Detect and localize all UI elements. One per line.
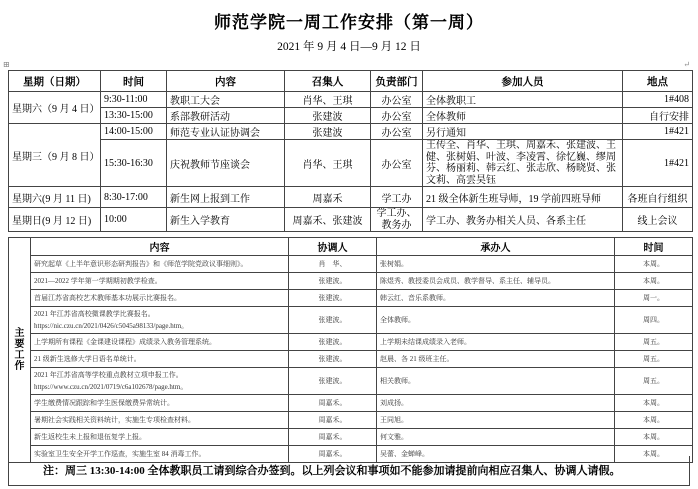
task-link[interactable]: https://nic.czu.cn/2021/0426/c5045a98133/page.htm。 [34, 322, 189, 330]
table-row [9, 273, 693, 290]
task-content [31, 307, 289, 334]
task-coordinator: 周嘉禾。 [289, 429, 377, 446]
task-content: 学生缴费情况跟踪和学生医保缴费异常统计。 [31, 395, 289, 412]
task-content: 暑期社会实践相关资料统计，实施生专项检查材料。 [31, 412, 289, 429]
task-coordinator: 张建波。 [289, 273, 377, 290]
task-handler: 吴蕾、金蝉峰。 [377, 446, 615, 463]
task-coordinator: 张建波。 [289, 368, 377, 395]
table-row [9, 334, 693, 351]
table-row [9, 307, 693, 334]
tasks-side-label: 主要工作 [9, 238, 31, 463]
task-time: 本周。 [615, 412, 693, 429]
dept-cell: 办公室 [371, 108, 423, 124]
table-row [9, 208, 693, 232]
content-cell: 新生网上报到工作 [167, 187, 285, 208]
day-cell: 星期日(9 月 12 日) [9, 208, 101, 232]
task-content [31, 368, 289, 395]
table-row [9, 108, 693, 124]
col-attendees: 参加人员 [423, 71, 623, 92]
convener-cell: 张建波 [285, 124, 371, 140]
table-row [9, 92, 693, 108]
time-cell: 15:30-16:30 [101, 140, 167, 187]
task-time: 周四。 [615, 307, 693, 334]
table-row [9, 256, 693, 273]
schedule-table [8, 70, 693, 232]
tasks-table [8, 237, 693, 463]
task-handler: 韩云红、音乐系教师。 [377, 290, 615, 307]
footer-note: 注：周三 13:30-14:00 全体教职员工请到综合办签到。以上列会议和事项如不能参加请提前向相应召集人、协调人请假。 [8, 456, 690, 486]
table-row [9, 412, 693, 429]
col-coordinator: 协调人 [289, 238, 377, 256]
task-time: 周一。 [615, 290, 693, 307]
col-convener: 召集人 [285, 71, 371, 92]
table-row [9, 124, 693, 140]
place-cell: 各班自行组织 [623, 187, 693, 208]
task-handler: 上学期未结课成绩录入老师。 [377, 334, 615, 351]
task-content: 实验室卫生安全开学工作巡查，实施生室 84 消毒工作。 [31, 446, 289, 463]
task-content: 首届江苏省高校艺术教师基本功展示比赛报名。 [31, 290, 289, 307]
attendees-cell: 21 级全体新生班导师，19 学前四班导师 [423, 187, 623, 208]
task-time: 本周。 [615, 256, 693, 273]
place-cell: 线上会议 [623, 208, 693, 232]
task-handler: 张树娟。 [377, 256, 615, 273]
task-content: 2021—2022 学年第一学期期初教学检查。 [31, 273, 289, 290]
dept-cell: 学工办 [371, 187, 423, 208]
content-cell: 庆祝教师节座谈会 [167, 140, 285, 187]
col-content: 内容 [167, 71, 285, 92]
dept-cell: 办公室 [371, 124, 423, 140]
task-coordinator: 肖 华、 [289, 256, 377, 273]
task-link[interactable]: https://www.czu.cn/2021/0719/c6a102678/page.htm。 [34, 383, 188, 391]
paragraph-mark-icon: ↵ [683, 60, 690, 69]
content-cell: 系部教研活动 [167, 108, 285, 124]
task-handler: 赵晨、各 21 级班主任。 [377, 351, 615, 368]
task-time: 周五。 [615, 351, 693, 368]
col-dept: 负责部门 [371, 71, 423, 92]
attendees-cell: 全体教职工 [423, 92, 623, 108]
col-time: 时间 [101, 71, 167, 92]
table-row [9, 395, 693, 412]
task-content: 新生返校生未上报和退伍复学上报。 [31, 429, 289, 446]
task-content-line: 2021 年江苏省高校微课教学比赛报名。 [34, 310, 155, 318]
day-cell: 星期六(9 月 11 日) [9, 187, 101, 208]
task-coordinator: 张建波。 [289, 334, 377, 351]
convener-cell: 肖华、王琪 [285, 92, 371, 108]
task-handler: 刘成扬。 [377, 395, 615, 412]
page-title: 师范学院一周工作安排（第一周） [214, 13, 484, 32]
task-content-line: 2021 年江苏省高等学校重点教材立项申报工作。 [34, 371, 183, 379]
table-row [9, 429, 693, 446]
task-time: 周五。 [615, 334, 693, 351]
content-cell: 师范专业认证协调会 [167, 124, 285, 140]
place-cell: 自行安排 [623, 108, 693, 124]
task-time: 周五。 [615, 368, 693, 395]
col-handler: 承办人 [377, 238, 615, 256]
time-cell: 9:30-11:00 [101, 92, 167, 108]
table-row [9, 140, 693, 187]
col-task-time: 时间 [615, 238, 693, 256]
task-coordinator: 张建波。 [289, 307, 377, 334]
table-row [9, 290, 693, 307]
place-cell: 1#408 [623, 92, 693, 108]
attendees-cell: 另行通知 [423, 124, 623, 140]
task-handler: 王同旭。 [377, 412, 615, 429]
task-coordinator: 张建波。 [289, 290, 377, 307]
task-handler: 相关教师。 [377, 368, 615, 395]
time-cell: 14:00-15:00 [101, 124, 167, 140]
task-content: 研究起草《上半年意识形态研判报告》和《师范学院党政议事细则》。 [31, 256, 289, 273]
content-cell: 教职工大会 [167, 92, 285, 108]
col-day: 星期（日期） [9, 71, 101, 92]
time-cell: 8:30-17:00 [101, 187, 167, 208]
col-task-content: 内容 [31, 238, 289, 256]
task-time: 本周。 [615, 446, 693, 463]
dept-cell: 学工办、教务办 [371, 208, 423, 232]
task-content: 上学期所有课程《金课建设课程》成绩录入教务管理系统。 [31, 334, 289, 351]
task-handler: 陈煜秀、教授委员会成员、教学督导、系主任、辅导员。 [377, 273, 615, 290]
task-handler: 何文雅。 [377, 429, 615, 446]
attendees-cell: 全体教师 [423, 108, 623, 124]
task-coordinator: 周嘉禾。 [289, 395, 377, 412]
convener-cell: 周嘉禾 [285, 187, 371, 208]
convener-cell: 肖华、王琪 [285, 140, 371, 187]
tasks-header-row [9, 238, 693, 256]
task-time: 本周。 [615, 429, 693, 446]
day-cell: 星期三（9 月 8 日） [9, 124, 101, 187]
content-cell: 新生入学教育 [167, 208, 285, 232]
task-time: 本周。 [615, 273, 693, 290]
attendees-cell: 学工办、教务办相关人员、各系主任 [423, 208, 623, 232]
task-time: 本周。 [615, 395, 693, 412]
col-place: 地点 [623, 71, 693, 92]
table-row [9, 187, 693, 208]
place-cell: 1#421 [623, 124, 693, 140]
time-cell: 13:30-15:00 [101, 108, 167, 124]
attendees-cell: 王传全、肖华、王琪、周嘉禾、张建波、王健、张树娟、叶波、李凌霄、徐忆巍、缪周芬、杨丽莉、韩云红、张志欣、杨晓贤、张文莉、高雲昊钰 [423, 140, 623, 187]
table-anchor-icon: ⊞ [3, 60, 10, 69]
task-content: 21 级新生选修大学日语名单统计。 [31, 351, 289, 368]
table-row [9, 368, 693, 395]
convener-cell: 周嘉禾、张建波 [285, 208, 371, 232]
task-coordinator: 周嘉禾。 [289, 446, 377, 463]
table-row [9, 351, 693, 368]
time-cell: 10:00 [101, 208, 167, 232]
task-coordinator: 张建波。 [289, 351, 377, 368]
convener-cell: 张建波 [285, 108, 371, 124]
task-coordinator: 周嘉禾。 [289, 412, 377, 429]
day-cell: 星期六（9 月 4 日） [9, 92, 101, 124]
task-handler: 全体教师。 [377, 307, 615, 334]
place-cell: 1#421 [623, 140, 693, 187]
dept-cell: 办公室 [371, 140, 423, 187]
page-subtitle: 2021 年 9 月 4 日—9 月 12 日 [277, 41, 421, 53]
schedule-header-row [9, 71, 693, 92]
dept-cell: 办公室 [371, 92, 423, 108]
